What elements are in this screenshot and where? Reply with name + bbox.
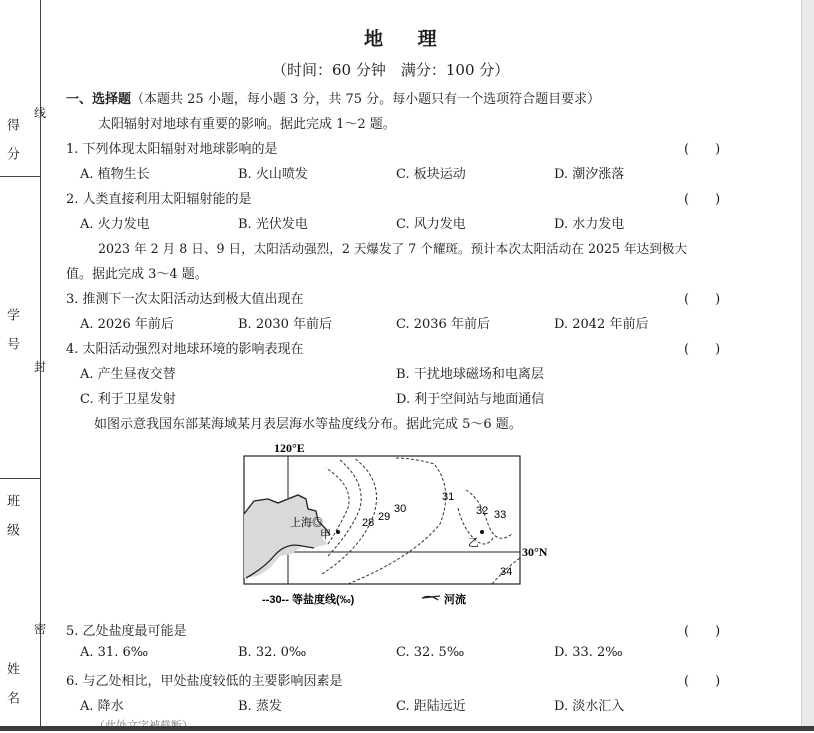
answer-paren[interactable]: ( ) <box>684 192 721 207</box>
isohaline-30 <box>322 458 377 574</box>
option-a[interactable]: A. 植物生长 <box>80 167 150 182</box>
binding-margin <box>0 0 62 731</box>
option-d[interactable]: D. 淡水汇入 <box>554 699 625 714</box>
map-figure <box>244 438 548 610</box>
city-label: 上海◎ <box>290 517 323 529</box>
legend-river: 河流 <box>444 594 466 606</box>
page-title: 地 理 <box>364 28 451 50</box>
window-bottom-bar <box>0 726 814 731</box>
answer-paren[interactable]: ( ) <box>684 292 721 307</box>
score-line <box>0 176 40 177</box>
longitude-label: 120°E <box>274 441 305 455</box>
section-title: 一、选择题 <box>66 92 132 107</box>
class-line <box>0 478 40 479</box>
line-mark: 线 <box>34 106 47 120</box>
isoline-label-28: 28 <box>362 517 375 529</box>
option-d[interactable]: D. 2042 年前后 <box>554 317 649 332</box>
point-yi-label: 乙 <box>468 537 479 549</box>
latitude-label: 30°N <box>522 545 548 559</box>
option-d[interactable]: D. 水力发电 <box>554 217 625 232</box>
question-stem: 5. 乙处盐度最可能是 <box>66 624 187 639</box>
exam-subtitle: （时间：60 分钟 满分：100 分） <box>272 61 510 79</box>
option-a[interactable]: A. 31. 6‰ <box>80 645 149 660</box>
option-b[interactable]: B. 蒸发 <box>238 699 282 714</box>
intro-2-line-1: 2023 年 2 月 8 日、9 日，太阳活动强烈，2 天爆发了 7 个耀斑。预计本次太阳活动在 2025 年达到极大 <box>98 241 687 256</box>
answer-paren[interactable]: ( ) <box>684 342 721 357</box>
isohaline-29 <box>328 460 361 556</box>
option-c[interactable]: C. 2036 年前后 <box>396 317 490 332</box>
option-c[interactable]: C. 板块运动 <box>396 167 466 182</box>
option-a[interactable]: A. 2026 年前后 <box>80 317 174 332</box>
name-label: 姓 名 <box>4 662 19 711</box>
student-id-label: 学 号 <box>4 308 19 357</box>
isoline-label-33: 33 <box>494 509 507 521</box>
option-b[interactable]: B. 光伏发电 <box>238 217 308 232</box>
point-jia-label: 甲 <box>320 529 331 541</box>
intro-1: 太阳辐射对地球有重要的影响。据此完成 1～2 题。 <box>98 117 396 132</box>
page-edge <box>801 0 814 731</box>
answer-paren[interactable]: ( ) <box>684 142 721 157</box>
option-c[interactable]: C. 风力发电 <box>396 217 466 232</box>
score-label: 得 分 <box>4 118 19 167</box>
isoline-label-32: 32 <box>476 505 489 517</box>
option-b[interactable]: B. 2030 年前后 <box>238 317 333 332</box>
isoline-label-31: 31 <box>442 491 455 503</box>
section-instructions: （本题共 25 小题，每小题 3 分，共 75 分。每小题只有一个选项符合题目要求） <box>131 92 601 107</box>
salinity-map <box>244 438 548 614</box>
isoline-label-29: 29 <box>378 511 391 523</box>
point-jia-marker <box>336 530 340 534</box>
intro-2-line-2: 值。据此完成 3～4 题。 <box>66 267 208 282</box>
legend-isohaline: --30-- 等盐度线(‰) <box>262 594 355 606</box>
answer-paren[interactable]: ( ) <box>684 674 721 689</box>
land-mass <box>244 494 330 578</box>
option-d[interactable]: D. 利于空间站与地面通信 <box>396 392 545 407</box>
option-b[interactable]: B. 火山喷发 <box>238 167 308 182</box>
option-b[interactable]: B. 32. 0‰ <box>238 645 307 660</box>
question-stem: 6. 与乙处相比，甲处盐度较低的主要影响因素是 <box>66 674 343 689</box>
class-label: 班 级 <box>4 494 19 543</box>
option-d[interactable]: D. 潮汐涨落 <box>554 167 625 182</box>
option-c[interactable]: C. 距陆远近 <box>396 699 466 714</box>
question-stem: 3. 推测下一次太阳活动达到极大值出现在 <box>66 292 304 307</box>
isoline-label-30: 30 <box>394 503 407 515</box>
seal-mark: 封 <box>34 360 47 374</box>
option-c[interactable]: C. 32. 5‰ <box>396 645 465 660</box>
question-stem: 1. 下列体现太阳辐射对地球影响的是 <box>66 142 278 157</box>
secret-mark: 密 <box>34 622 47 636</box>
option-d[interactable]: D. 33. 2‰ <box>554 645 623 660</box>
question-stem: 2. 人类直接利用太阳辐射能的是 <box>66 192 252 207</box>
option-a[interactable]: A. 产生昼夜交替 <box>80 367 176 382</box>
answer-paren[interactable]: ( ) <box>684 624 721 639</box>
legend-river-symbol <box>422 596 440 600</box>
option-c[interactable]: C. 利于卫星发射 <box>80 392 176 407</box>
section-heading <box>66 88 600 107</box>
option-a[interactable]: A. 降水 <box>80 699 124 714</box>
isoline-label-34: 34 <box>500 566 513 578</box>
option-b[interactable]: B. 干扰地球磁场和电离层 <box>396 367 544 382</box>
question-stem: 4. 太阳活动强烈对地球环境的影响表现在 <box>66 342 304 357</box>
point-yi-marker <box>480 530 484 534</box>
intro-3: 如图示意我国东部某海域某月表层海水等盐度线分布。据此完成 5～6 题。 <box>94 417 522 432</box>
option-a[interactable]: A. 火力发电 <box>80 217 150 232</box>
